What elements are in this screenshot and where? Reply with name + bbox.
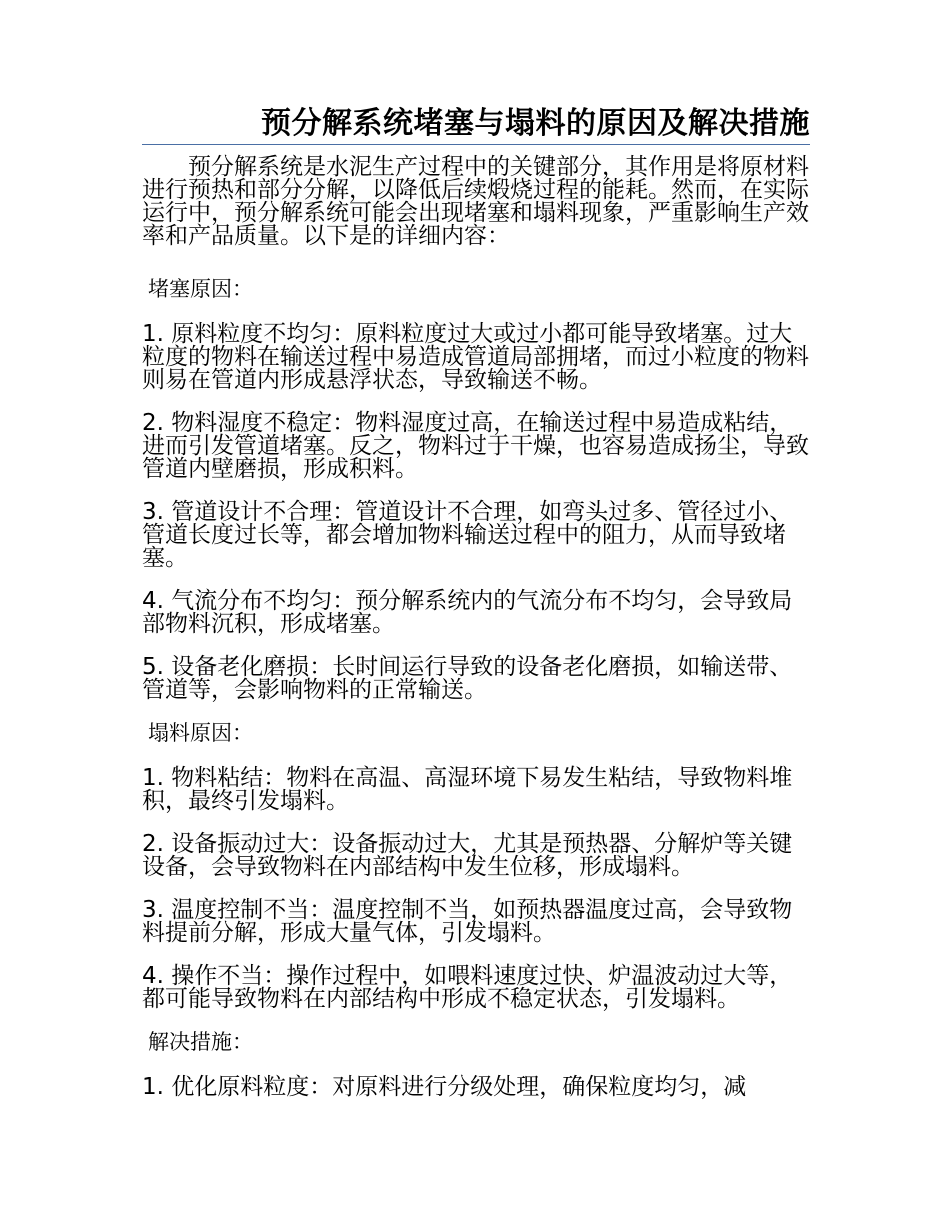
blockage-item: 4. 气流分布不均匀：预分解系统内的气流分布不均匀，会导致局部物料沉积，形成堵塞。 bbox=[142, 588, 793, 637]
solutions-item: 1. 优化原料粒度：对原料进行分级处理，确保粒度均匀，减 bbox=[142, 1074, 747, 1100]
collapse-item: 3. 温度控制不当：温度控制不当，如预热器温度过高，会导致物料提前分解，形成大量气体，引发塌料。 bbox=[142, 897, 793, 946]
intro-paragraph: 预分解系统是水泥生产过程中的关键部分，其作用是将原材料进行预热和部分分解，以降低后续煅烧过程的能耗。然而，在实际运行中，预分解系统可能会出现堵塞和塌料现象，严重影响生产效率和产品质量。以下是的详细内容： bbox=[142, 154, 809, 249]
collapse-item: 4. 操作不当：操作过程中，如喂料速度过快、炉温波动过大等，都可能导致物料在内部结构中形成不稳定状态，引发塌料。 bbox=[142, 963, 793, 1012]
collapse-item: 2. 设备振动过大：设备振动过大，尤其是预热器、分解炉等关键设备，会导致物料在内部结构中发生位移，形成塌料。 bbox=[142, 831, 793, 880]
blockage-item: 3. 管道设计不合理：管道设计不合理，如弯头过多、管径过小、管道长度过长等，都会增加物料输送过程中的阻力，从而导致堵塞。 bbox=[142, 499, 793, 571]
blockage-item: 2. 物料湿度不稳定：物料湿度过高，在输送过程中易造成粘结，进而引发管道堵塞。反之，物料过于干燥，也容易造成扬尘，导致管道内壁磨损，形成积料。 bbox=[142, 410, 809, 482]
blockage-item: 1. 原料粒度不均匀：原料粒度过大或过小都可能导致堵塞。过大粒度的物料在输送过程中易造成管道局部拥堵，而过小粒度的物料则易在管道内形成悬浮状态，导致输送不畅。 bbox=[142, 321, 809, 393]
collapse-heading: 塌料原因： bbox=[148, 721, 253, 745]
collapse-item: 1. 物料粘结：物料在高温、高湿环境下易发生粘结，导致物料堆积，最终引发塌料。 bbox=[142, 765, 793, 814]
document-title: 预分解系统堵塞与塌料的原因及解决措施 bbox=[261, 106, 810, 141]
solutions-heading: 解决措施： bbox=[148, 1030, 253, 1054]
title-underline bbox=[142, 104, 810, 145]
blockage-item: 5. 设备老化磨损：长时间运行导致的设备老化磨损，如输送带、管道等，会影响物料的正常输送。 bbox=[142, 654, 793, 703]
blockage-heading: 堵塞原因： bbox=[148, 277, 253, 301]
document-body bbox=[142, 156, 810, 1119]
